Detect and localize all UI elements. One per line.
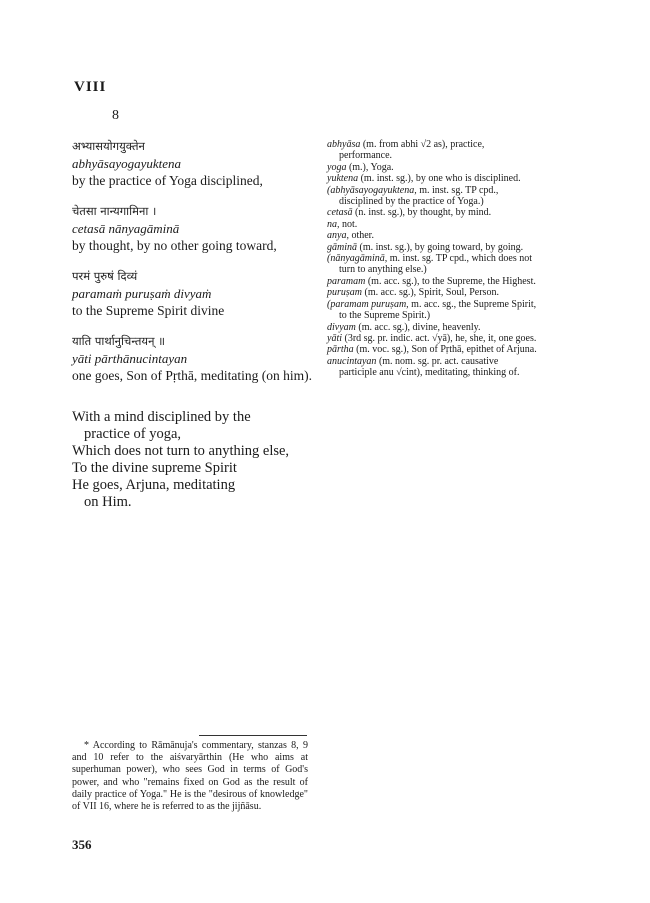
- sanskrit-text: चेतसा नान्यगामिना ।: [72, 204, 157, 218]
- footnote: * According to Rāmānuja's commentary, stanzas 8, 9 and 10 refer to the aiśvaryārthin (He who aims at superhuman power), who sees God in terms of God's power, and who "remains fixed on God as the result of daily practice of Yoga." He is the "desirous of knowledge" of VII 16, where he is referred to as the jijñāsu.: [72, 740, 308, 813]
- glossary-term: abhyāsa: [327, 139, 361, 150]
- glossary-entry: [327, 344, 537, 355]
- glossary-term: (paramam puruṣam,: [327, 298, 409, 310]
- glossary-entry: [327, 139, 537, 162]
- word-translation: to the Supreme Spirit divine: [72, 303, 225, 318]
- glossary-term: cetasā: [327, 207, 353, 219]
- page-number: 356: [72, 837, 92, 852]
- glossary-entry: [327, 253, 537, 276]
- glossary-entry: [327, 287, 537, 298]
- glossary-entry: [327, 242, 537, 253]
- word-translation: by the practice of Yoga disciplined,: [72, 173, 263, 188]
- verse-text-column: [72, 138, 332, 398]
- word-translation: by thought, by no other going toward,: [72, 238, 277, 253]
- verse-number: 8: [112, 108, 119, 123]
- footnote-divider: [199, 735, 307, 736]
- glossary-term: anucintayan: [327, 355, 377, 367]
- glossary-entry: [327, 173, 537, 184]
- glossary-definition: (m. acc. sg.), divine, heavenly.: [358, 321, 481, 333]
- glossary-definition: (m. acc. sg.), Spirit, Soul, Person.: [364, 287, 499, 299]
- glossary-term: yāti: [327, 332, 342, 344]
- summary-line: With a mind disciplined by the: [72, 409, 251, 425]
- glossary-definition: other.: [351, 230, 374, 242]
- glossary-definition: (n. inst. sg.), by thought, by mind.: [355, 207, 492, 219]
- glossary-definition: m. inst. sg. TP cpd., disciplined by the practice of Yoga.): [339, 184, 499, 208]
- sanskrit-text: परमं पुरुषं दिव्यं: [72, 269, 138, 283]
- transliteration: cetasā nānyagāminā: [72, 221, 180, 236]
- glossary-entry: [327, 322, 537, 333]
- glossary-entry: [327, 276, 537, 287]
- glossary-term: na,: [327, 218, 340, 230]
- glossary-entry: [327, 230, 537, 241]
- glossary-term: yuktena: [327, 173, 359, 185]
- glossary-definition: (m. nom. sg. pr. act. causative participle anu √cint), meditating, thinking of.: [339, 355, 520, 379]
- sanskrit-text: अभ्यासयोगयुक्तेन: [72, 139, 145, 153]
- glossary-term: (nānyagāminā,: [327, 253, 388, 265]
- glossary-term: pārtha: [327, 344, 354, 356]
- summary-line: on Him.: [84, 494, 132, 510]
- glossary-term: paramam: [327, 275, 366, 287]
- glossary-definition: (m.), Yoga.: [348, 161, 394, 173]
- verse-line-4: [72, 333, 332, 384]
- glossary-definition: m. acc. sg., the Supreme Spirit, to the Supreme Spirit.): [339, 298, 537, 322]
- summary-line: practice of yoga,: [84, 426, 182, 442]
- chapter-heading: VIII: [74, 79, 107, 95]
- glossary-entry: [327, 207, 537, 218]
- glossary-definition: (m. inst. sg.), by going toward, by going.: [359, 241, 524, 253]
- glossary-definition: (m. from abhi √2 as), practice, performance.: [339, 139, 485, 162]
- summary-line: Which does not turn to anything else,: [72, 443, 290, 459]
- glossary-entry: [327, 299, 537, 322]
- glossary-term: divyam: [327, 321, 356, 333]
- glossary-term: anya,: [327, 230, 349, 242]
- glossary-definition: (m. voc. sg.), Son of Pṛthā, epithet of Arjuna.: [356, 344, 537, 356]
- glossary-term: yoga: [327, 161, 347, 173]
- glossary-definition: not.: [342, 218, 358, 230]
- glossary-entry: [327, 333, 537, 344]
- glossary-entry: [327, 356, 537, 379]
- verse-line-3: [72, 268, 332, 319]
- glossary-entry: [327, 219, 537, 230]
- summary-line: To the divine supreme Spirit: [72, 460, 237, 476]
- transliteration: paramaṁ puruṣaṁ divyaṁ: [72, 286, 212, 301]
- verse-summary: [72, 409, 332, 511]
- verse-line-1: [72, 138, 332, 189]
- glossary-definition: (m. acc. sg.), to the Supreme, the Highest.: [367, 275, 536, 287]
- sanskrit-text: याति पार्थानुचिन्तयन् ॥: [72, 334, 166, 348]
- transliteration: abhyāsayogayuktena: [72, 156, 182, 171]
- glossary-column: [327, 139, 537, 379]
- glossary-entry: [327, 185, 537, 208]
- word-translation: one goes, Son of Pṛthā, meditating (on him).: [72, 368, 312, 383]
- glossary-term: puruṣam: [327, 287, 363, 299]
- glossary-term: (abhyāsayogayuktena,: [327, 184, 417, 196]
- glossary-entry: [327, 162, 537, 173]
- glossary-definition: m. inst. sg. TP cpd., which does not turn to anything else.): [339, 253, 533, 276]
- verse-line-2: [72, 203, 332, 254]
- glossary-definition: (3rd sg. pr. indic. act. √yā), he, she, it, one goes.: [344, 332, 537, 344]
- summary-line: He goes, Arjuna, meditating: [72, 477, 236, 493]
- transliteration: yāti pārthānucintayan: [72, 351, 188, 366]
- glossary-term: gāminā: [327, 241, 357, 253]
- glossary-definition: (m. inst. sg.), by one who is disciplined.: [360, 173, 521, 185]
